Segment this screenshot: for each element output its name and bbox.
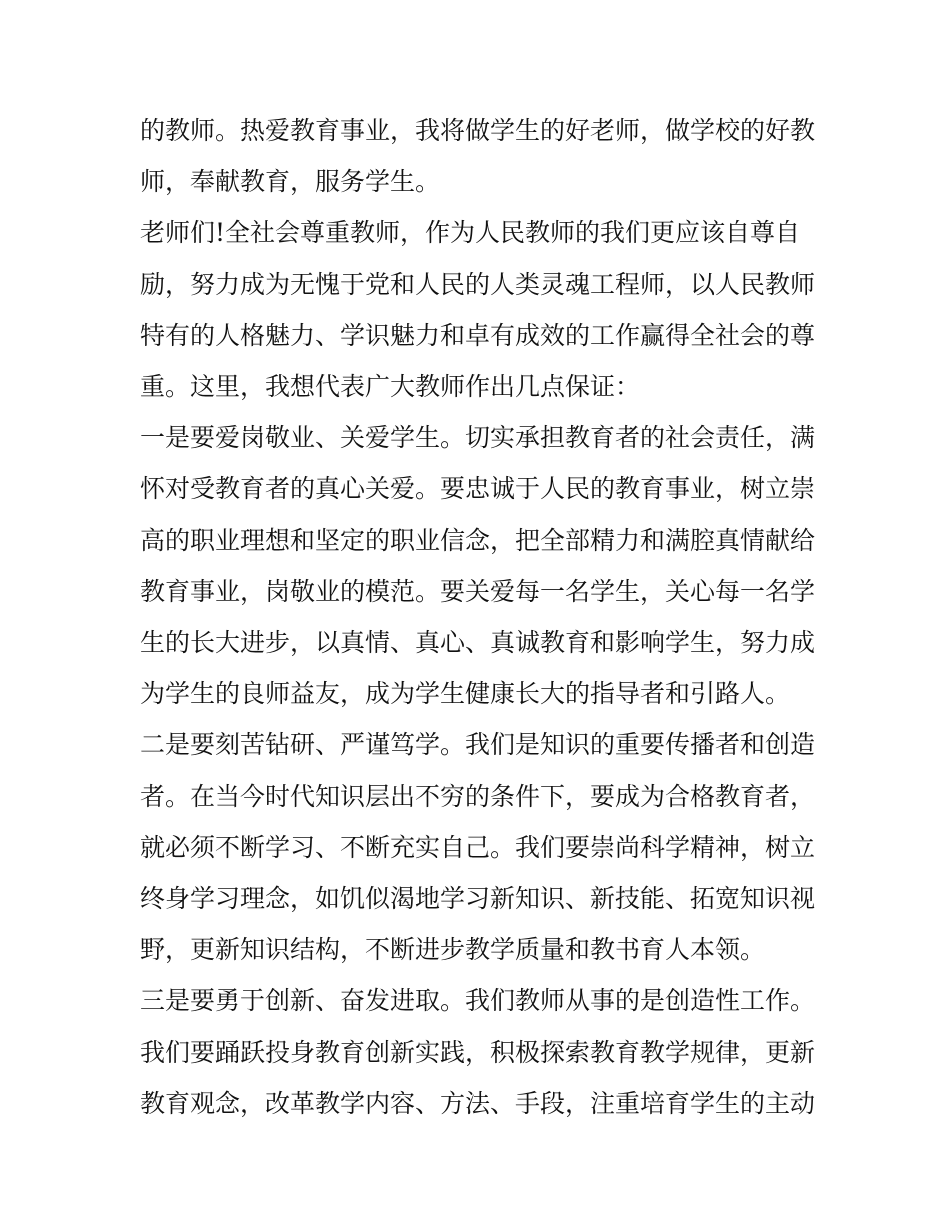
paragraph-point-two: 二是要刻苦钻研、严谨笃学。我们是知识的重要传播者和创造者。在当今时代知识层出不穷的条件下，要成为合格教育者，就必须不断学习、不断充实自己。我们要崇尚科学精神，树立终身学习理念，如饥似渴地学习新知识、新技能、拓宽知识视野，更新知识结构，不断进步教学质量和教书育人本领。	[140, 730, 816, 965]
paragraph-address-teachers: 老师们!全社会尊重教师，作为人民教师的我们更应该自尊自励，努力成为无愧于党和人民的人类灵魂工程师，以人民教师特有的人格魅力、学识魅力和卓有成效的工作赢得全社会的尊重。这里，我想代表广大教师作出几点保证：	[140, 218, 816, 402]
document-body	[140, 105, 815, 1129]
paragraph-point-one: 一是要爱岗敬业、关爱学生。切实承担教育者的社会责任，满怀对受教育者的真心关爱。要忠诚于人民的教育事业，树立崇高的职业理想和坚定的职业信念，把全部精力和满腔真情献给教育事业，岗敬业的模范。要关爱每一名学生，关心每一名学生的长大进步，以真情、真心、真诚教育和影响学生，努力成为学生的良师益友，成为学生健康长大的指导者和引路人。	[140, 423, 816, 709]
paragraph-continuation: 的教师。热爱教育事业，我将做学生的好老师，做学校的好教师，奉献教育，服务学生。	[140, 116, 816, 197]
paragraph-point-three: 三是要勇于创新、奋发进取。我们教师从事的是创造性工作。我们要踊跃投身教育创新实践，积极探索教育教学规律，更新教育观念，改革教学内容、方法、手段，注重培育学生的主动	[140, 986, 816, 1118]
